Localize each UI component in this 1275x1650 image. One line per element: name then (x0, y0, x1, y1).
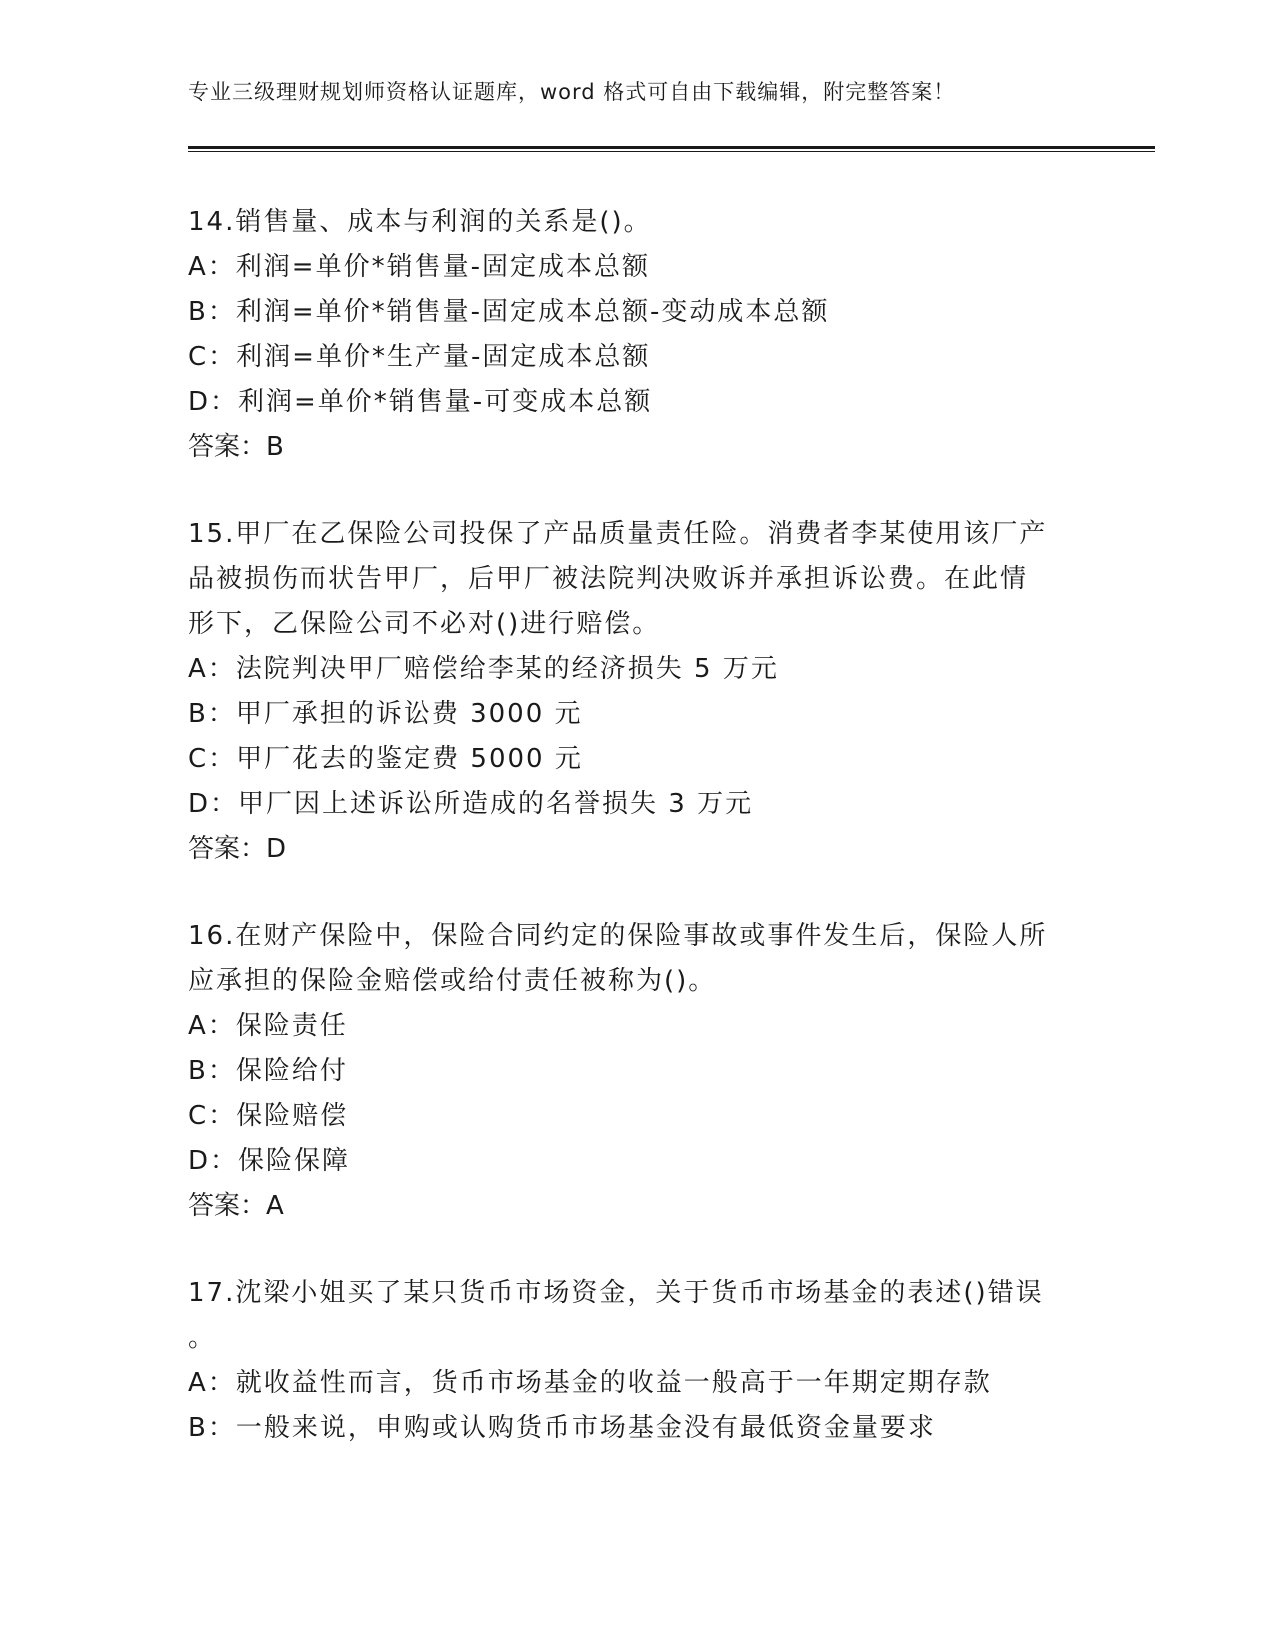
question-stem: 品被损伤而状告甲厂，后甲厂被法院判决败诉并承担诉讼费。在此情 (188, 564, 1029, 594)
question-stem: 17.沈梁小姐买了某只货币市场资金，关于货币市场基金的表述()错误 (188, 1278, 1044, 1308)
option-c: C：保险赔偿 (188, 1101, 349, 1131)
answer-value: A (266, 1191, 284, 1221)
option-a: A：就收益性而言，货币市场基金的收益一般高于一年期定期存款 (188, 1368, 992, 1398)
answer-line (188, 827, 1088, 872)
question-15 (188, 512, 1088, 872)
question-stem: 。 (188, 1323, 217, 1353)
option-b: B：一般来说，申购或认购货币市场基金没有最低资金量要求 (188, 1413, 936, 1443)
question-stem: 15.甲厂在乙保险公司投保了产品质量责任险。消费者李某使用该厂产 (188, 519, 1048, 549)
page-header-title: 专业三级理财规划师资格认证题库，word 格式可自由下载编辑，附完整答案！ (188, 80, 956, 104)
answer-line (188, 425, 1088, 470)
answer-label: 答案： (188, 432, 267, 462)
answer-label: 答案： (188, 1191, 267, 1221)
question-stem: 应承担的保险金赔偿或给付责任被称为()。 (188, 966, 717, 996)
question-stem: 16.在财产保险中，保险合同约定的保险事故或事件发生后，保险人所 (188, 921, 1048, 951)
option-d: D：保险保障 (188, 1146, 351, 1176)
answer-value: D (266, 834, 287, 864)
option-a: A：法院判决甲厂赔偿给李某的经济损失 5 万元 (188, 654, 779, 684)
option-a: A：保险责任 (188, 1011, 348, 1041)
question-stem: 14.销售量、成本与利润的关系是()。 (188, 207, 652, 237)
answer-line (188, 1184, 1088, 1229)
header-divider (188, 146, 1155, 149)
option-c: C：甲厂花去的鉴定费 5000 元 (188, 744, 583, 774)
option-d: D：利润=单价*销售量-可变成本总额 (188, 387, 653, 417)
option-b: B：保险给付 (188, 1056, 348, 1086)
question-17 (188, 1271, 1088, 1451)
question-14 (188, 200, 1088, 470)
option-d: D：甲厂因上述诉讼所造成的名誉损失 3 万元 (188, 789, 754, 819)
answer-value: B (266, 432, 284, 462)
option-b: B：甲厂承担的诉讼费 3000 元 (188, 699, 583, 729)
option-b: B：利润=单价*销售量-固定成本总额-变动成本总额 (188, 297, 830, 327)
question-list (188, 200, 1088, 1493)
question-16 (188, 914, 1088, 1229)
option-a: A：利润=单价*销售量-固定成本总额 (188, 252, 650, 282)
option-c: C：利润=单价*生产量-固定成本总额 (188, 342, 651, 372)
question-stem: 形下，乙保险公司不必对()进行赔偿。 (188, 609, 661, 639)
answer-label: 答案： (188, 834, 267, 864)
